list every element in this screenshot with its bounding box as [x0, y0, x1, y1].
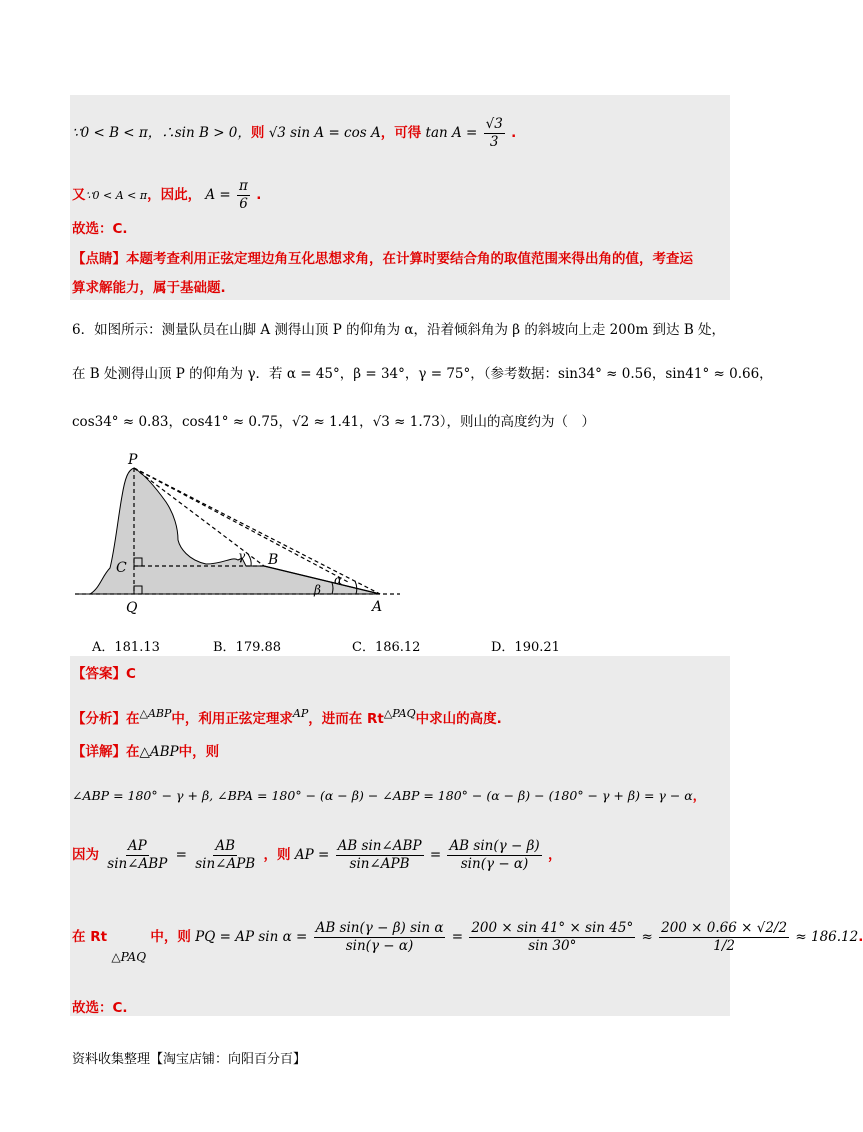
question-line-3: cos34° ≈ 0.83，cos41° ≈ 0.75，√2 ≈ 1.41，√3 ≈ 1.73），则山的高度约为（ ） [72, 414, 596, 430]
detail-line: 【详解】在△ABP中，则 [72, 744, 220, 760]
mountain-figure [70, 448, 410, 618]
solution-line-1: ∵0 < B < π，∴sin B > 0，则 √3 sin A = cos A，可得 tan A = $\frac{√3}{3}$ . [72, 116, 517, 150]
option-c: C．186.12 [352, 640, 421, 655]
question-line-2: 在 B 处测得山顶 P 的仰角为 γ．若 α = 45°，β = 34°，γ = 75°，（参考数据：sin34° ≈ 0.56，sin41° ≈ 0.66， [72, 366, 773, 382]
note-line-1: 【点睛】本题考查利用正弦定理边角互化思想求角，在计算时要结合角的取值范围来得出角的值，考查运 [72, 251, 693, 267]
equation-line-1: ∠ABP = 180° − γ + β, ∠BPA = 180° − (α − β) − ∠ABP = 180° − (α − β) − (180° − γ + β) = γ − α， [72, 788, 706, 803]
option-a: A．181.13 [92, 640, 160, 655]
note-line-2: 算求解能力，属于基础题. [72, 280, 226, 296]
equation-line-3: 在 Rt △PAQ 中，则 PQ = AP sin α = $\frac{\text{AB sin(γ − β) sin α}}{\sin(\gamma - \alpha)}$ = $\frac{200 \times \sin 41^\circ \times \sin 45^\circ}{\sin 30^\circ}$ ≈ $\frac{200 \times 0.66 \times √2/2}{1/2}$ ≈ 186.12. [72, 920, 863, 964]
option-d: D．190.21 [491, 640, 560, 655]
label-gamma: γ [238, 549, 246, 563]
label-p: P [128, 452, 138, 468]
label-beta: β [314, 583, 321, 597]
question-line-1: 6．如图所示：测量队员在山脚 A 测得山顶 P 的仰角为 α，沿着倾斜角为 β 的斜坡向上走 200m 到达 B 处， [72, 322, 726, 338]
equation-line-2: 因为 $\frac{AP}{\text{sin∠ABP}}$ = $\frac{AB}{\text{sin∠APB}}$ ，则 AP = $\frac{\text{AB sin∠ABP}}{\text{sin∠APB}}$ = $\frac{\text{AB sin(γ − β)}}{\sin(\gamma - \alpha)}$ ， [72, 838, 562, 872]
label-b: B [268, 552, 279, 568]
option-b: B．179.88 [213, 640, 282, 655]
label-c: C [116, 560, 127, 576]
label-alpha: α [334, 573, 343, 587]
solution-line-2: 又∵0 < A < π，因此， A = $\frac{\pi}{6}$ . [72, 178, 262, 212]
fraction-tan: $\frac{√3}{3}$ [485, 116, 503, 150]
fraction-pi-6: $\frac{\pi}{6}$ [239, 178, 248, 212]
footer-source: 资料收集整理【淘宝店铺：向阳百分百】 [72, 1052, 307, 1067]
gamma-arc [248, 554, 251, 566]
label-q: Q [126, 600, 138, 616]
choose-line-bottom: 故选：C. [72, 1000, 128, 1016]
analysis-line: 【分析】在$^{\triangle ABP}$中，利用正弦定理求$^{AP}$，进而在 $Rt^{\triangle PAQ}$中求山的高度. [72, 707, 502, 727]
choose-line-top: 故选：C. [72, 221, 128, 237]
label-a: A [372, 599, 383, 615]
answer-line: 【答案】C [72, 666, 136, 682]
